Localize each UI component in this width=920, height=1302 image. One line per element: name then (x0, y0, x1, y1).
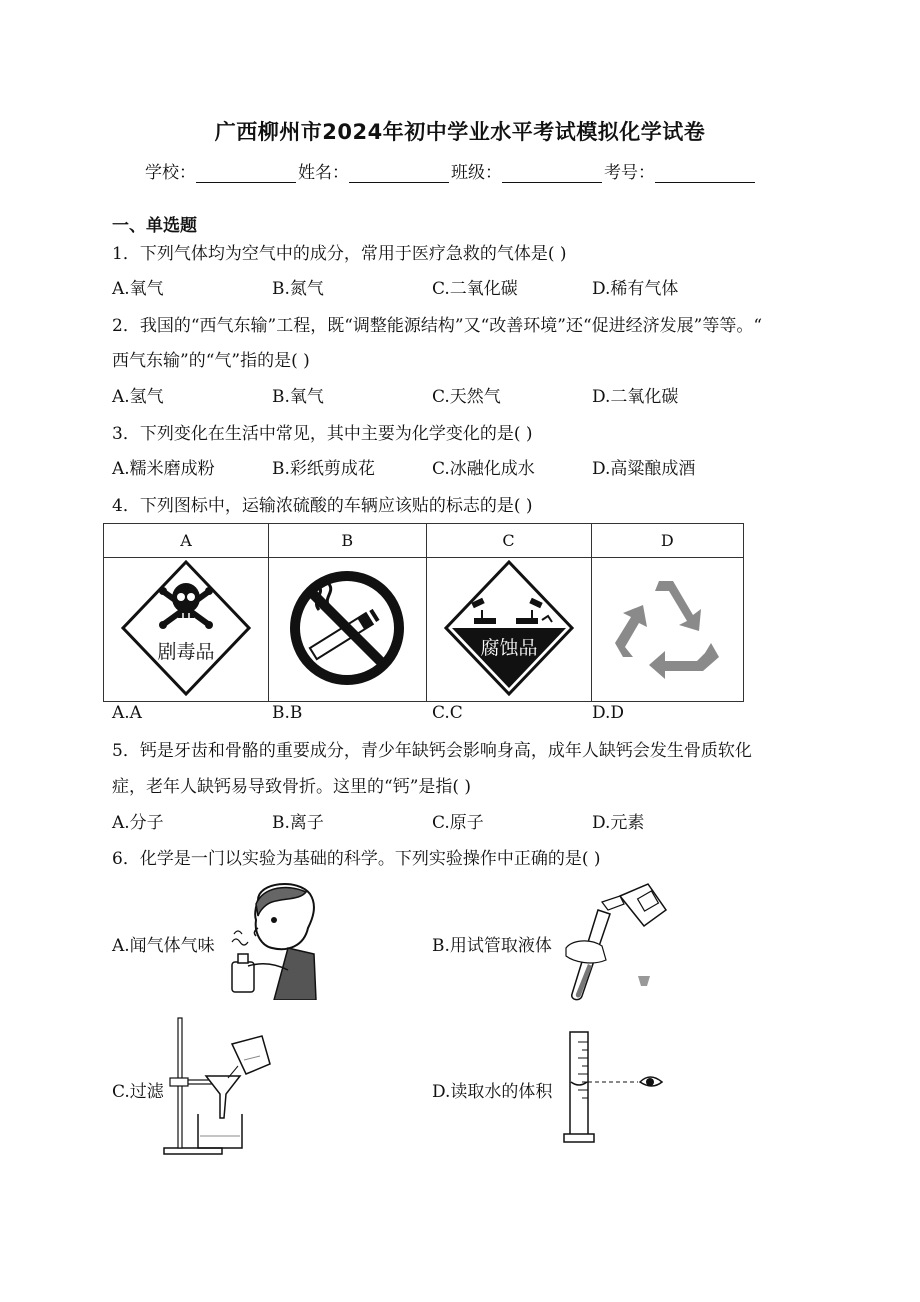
q5-option-a: A.分子 (112, 813, 164, 833)
student-info-line (145, 158, 757, 183)
question-6-stem: 6．化学是一门以实验为基础的科学。下列实验操作中正确的是( ) (112, 849, 601, 869)
q2-option-d: D.二氧化碳 (592, 387, 679, 407)
question-2-stem-line1: 2．我国的“西气东输”工程，既“调整能源结构”又“改善环境”还“促进经济发展”等等。“ (112, 316, 763, 336)
q5-option-b: B.离子 (272, 813, 324, 833)
school-label: 学校： (145, 163, 196, 183)
q1-option-b: B.氮气 (272, 279, 324, 299)
q4-option-b: B.B (272, 703, 303, 723)
table-header-a: A (104, 524, 269, 558)
school-blank (196, 164, 296, 183)
exam-number-blank (655, 164, 755, 183)
question-5-stem-line1: 5．钙是牙齿和骨骼的重要成分，青少年缺钙会影响身高，成年人缺钙会发生骨质软化 (112, 741, 752, 761)
class-blank (502, 164, 602, 183)
table-header-b: B (269, 524, 426, 558)
no-smoking-icon (285, 566, 409, 690)
exam-number-label: 考号： (604, 163, 655, 183)
q5-option-c: C.原子 (432, 813, 484, 833)
page-title: 广西柳州市2024年初中学业水平考试模拟化学试卷 (214, 120, 706, 144)
smelling-gas-illustration (228, 876, 320, 1000)
q3-option-a: A.糯米磨成粉 (112, 459, 215, 479)
question-5-stem-line2: 症，老年人缺钙易导致骨折。这里的“钙”是指( ) (112, 777, 472, 797)
q1-option-c: C.二氧化碳 (432, 279, 518, 299)
sign-cell-c (426, 558, 591, 702)
q1-option-a: A.氧气 (112, 279, 164, 299)
q3-option-d: D.高粱酿成酒 (592, 459, 696, 479)
filtration-illustration (162, 1014, 278, 1156)
q2-option-c: C.天然气 (432, 387, 501, 407)
test-tube-pouring-illustration (562, 880, 672, 1002)
q3-option-c: C.冰融化成水 (432, 459, 535, 479)
q6-option-b: B.用试管取液体 (432, 936, 552, 956)
sign-a-label: 剧毒品 (157, 640, 215, 663)
q6-option-d: D.读取水的体积 (432, 1082, 553, 1102)
sign-c-label: 腐蚀品 (480, 636, 538, 659)
graduated-cylinder-illustration (562, 1028, 672, 1144)
q1-option-d: D.稀有气体 (592, 279, 679, 299)
q5-option-d: D.元素 (592, 813, 645, 833)
toxic-skull-icon (121, 560, 251, 696)
name-blank (349, 164, 449, 183)
hazard-sign-table (103, 523, 744, 702)
q3-option-b: B.彩纸剪成花 (272, 459, 375, 479)
q2-option-b: B.氧气 (272, 387, 324, 407)
name-label: 姓名： (298, 163, 349, 183)
q6-option-c: C.过滤 (112, 1082, 164, 1102)
sign-cell-d (591, 558, 743, 702)
q2-option-a: A.氢气 (112, 387, 164, 407)
q4-option-a: A.A (112, 703, 142, 723)
question-3-stem: 3．下列变化在生活中常见，其中主要为化学变化的是( ) (112, 424, 533, 444)
question-2-stem-line2: 西气东输”的“气”指的是( ) (112, 351, 310, 371)
question-1-stem: 1．下列气体均为空气中的成分，常用于医疗急救的气体是( ) (112, 244, 567, 264)
recycle-icon (607, 573, 727, 683)
q4-option-c: C.C (432, 703, 463, 723)
corrosive-icon (444, 560, 574, 696)
sign-cell-a (104, 558, 269, 702)
sign-cell-b (269, 558, 426, 702)
q4-option-d: D.D (592, 703, 625, 723)
section-heading: 一、单选题 (112, 216, 197, 236)
q6-option-a: A.闻气体气味 (112, 936, 215, 956)
table-header-d: D (591, 524, 743, 558)
class-label: 班级： (451, 163, 502, 183)
table-header-c: C (426, 524, 591, 558)
question-4-stem: 4．下列图标中，运输浓硫酸的车辆应该贴的标志的是( ) (112, 496, 533, 516)
